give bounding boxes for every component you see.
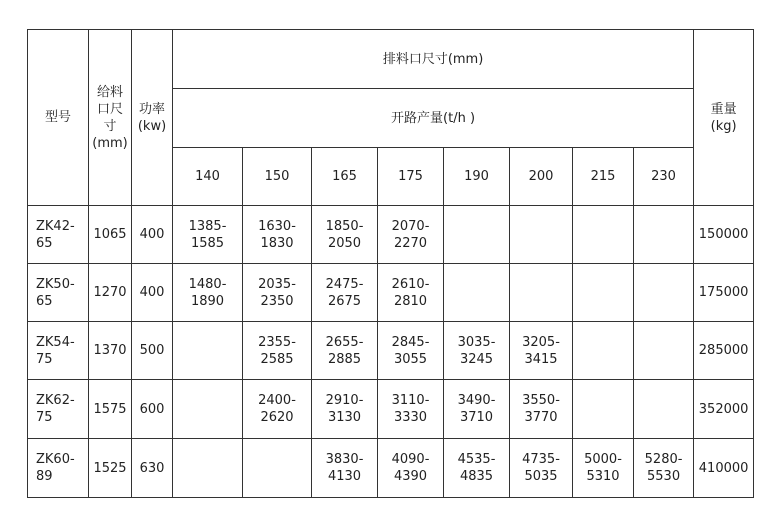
header-power: 功率 (kw) <box>132 30 173 206</box>
model-cell: ZK60- 89 <box>28 439 89 498</box>
table-row <box>28 439 754 498</box>
header-model: 型号 <box>28 30 89 206</box>
capacity-cell: 2355- 2585 <box>243 322 312 380</box>
table-row <box>28 264 754 322</box>
capacity-cell: 2610- 2810 <box>378 264 444 322</box>
weight-cell: 410000 <box>694 439 754 498</box>
model-cell: ZK42- 65 <box>28 206 89 264</box>
capacity-cell: 2655- 2885 <box>312 322 378 380</box>
capacity-cell: 3110- 3330 <box>378 380 444 439</box>
capacity-cell: 1630- 1830 <box>243 206 312 264</box>
capacity-cell: 3550- 3770 <box>510 380 573 439</box>
feed-size-cell: 1065 <box>89 206 132 264</box>
size-header-cell: 165 <box>312 148 378 206</box>
power-cell: 400 <box>132 264 173 322</box>
table-row <box>28 380 754 439</box>
power-cell: 600 <box>132 380 173 439</box>
header-capacity: 开路产量(t/h ) <box>173 89 694 148</box>
header-weight: 重量 (kg) <box>694 30 754 206</box>
capacity-cell: 4735- 5035 <box>510 439 573 498</box>
capacity-cell <box>634 380 694 439</box>
capacity-cell: 2070- 2270 <box>378 206 444 264</box>
capacity-cell: 2400- 2620 <box>243 380 312 439</box>
size-header-cell: 150 <box>243 148 312 206</box>
size-header-cell: 190 <box>444 148 510 206</box>
capacity-cell: 2845- 3055 <box>378 322 444 380</box>
capacity-cell <box>173 439 243 498</box>
size-header-cell: 175 <box>378 148 444 206</box>
capacity-cell <box>444 206 510 264</box>
capacity-cell: 1850- 2050 <box>312 206 378 264</box>
weight-cell: 285000 <box>694 322 754 380</box>
capacity-cell <box>634 264 694 322</box>
capacity-cell: 2035- 2350 <box>243 264 312 322</box>
power-cell: 400 <box>132 206 173 264</box>
model-cell: ZK54- 75 <box>28 322 89 380</box>
size-header-cell: 230 <box>634 148 694 206</box>
capacity-cell <box>510 264 573 322</box>
capacity-cell <box>510 206 573 264</box>
capacity-cell <box>173 322 243 380</box>
model-cell: ZK62- 75 <box>28 380 89 439</box>
capacity-cell: 3035- 3245 <box>444 322 510 380</box>
capacity-cell <box>573 322 634 380</box>
table-row <box>28 206 754 264</box>
capacity-cell <box>634 322 694 380</box>
size-header-cell: 140 <box>173 148 243 206</box>
feed-size-cell: 1370 <box>89 322 132 380</box>
power-cell: 500 <box>132 322 173 380</box>
capacity-cell: 3830- 4130 <box>312 439 378 498</box>
header-feed-size: 给料 口尺 寸 (mm) <box>89 30 132 206</box>
feed-size-cell: 1525 <box>89 439 132 498</box>
capacity-cell <box>243 439 312 498</box>
capacity-cell: 3490- 3710 <box>444 380 510 439</box>
capacity-cell <box>634 206 694 264</box>
capacity-cell <box>573 206 634 264</box>
specs-table <box>27 29 754 498</box>
feed-size-cell: 1270 <box>89 264 132 322</box>
size-header-cell: 215 <box>573 148 634 206</box>
capacity-cell <box>444 264 510 322</box>
capacity-cell: 4090- 4390 <box>378 439 444 498</box>
size-header-cell: 200 <box>510 148 573 206</box>
capacity-cell: 5000- 5310 <box>573 439 634 498</box>
capacity-cell: 3205- 3415 <box>510 322 573 380</box>
weight-cell: 175000 <box>694 264 754 322</box>
weight-cell: 150000 <box>694 206 754 264</box>
power-cell: 630 <box>132 439 173 498</box>
capacity-cell: 2475- 2675 <box>312 264 378 322</box>
model-cell: ZK50- 65 <box>28 264 89 322</box>
capacity-cell: 5280- 5530 <box>634 439 694 498</box>
weight-cell: 352000 <box>694 380 754 439</box>
capacity-cell <box>573 380 634 439</box>
capacity-cell: 1480- 1890 <box>173 264 243 322</box>
feed-size-cell: 1575 <box>89 380 132 439</box>
capacity-cell <box>573 264 634 322</box>
capacity-cell: 4535- 4835 <box>444 439 510 498</box>
table-row <box>28 322 754 380</box>
header-discharge-size: 排料口尺寸(mm) <box>173 30 694 89</box>
capacity-cell: 1385- 1585 <box>173 206 243 264</box>
capacity-cell <box>173 380 243 439</box>
capacity-cell: 2910- 3130 <box>312 380 378 439</box>
